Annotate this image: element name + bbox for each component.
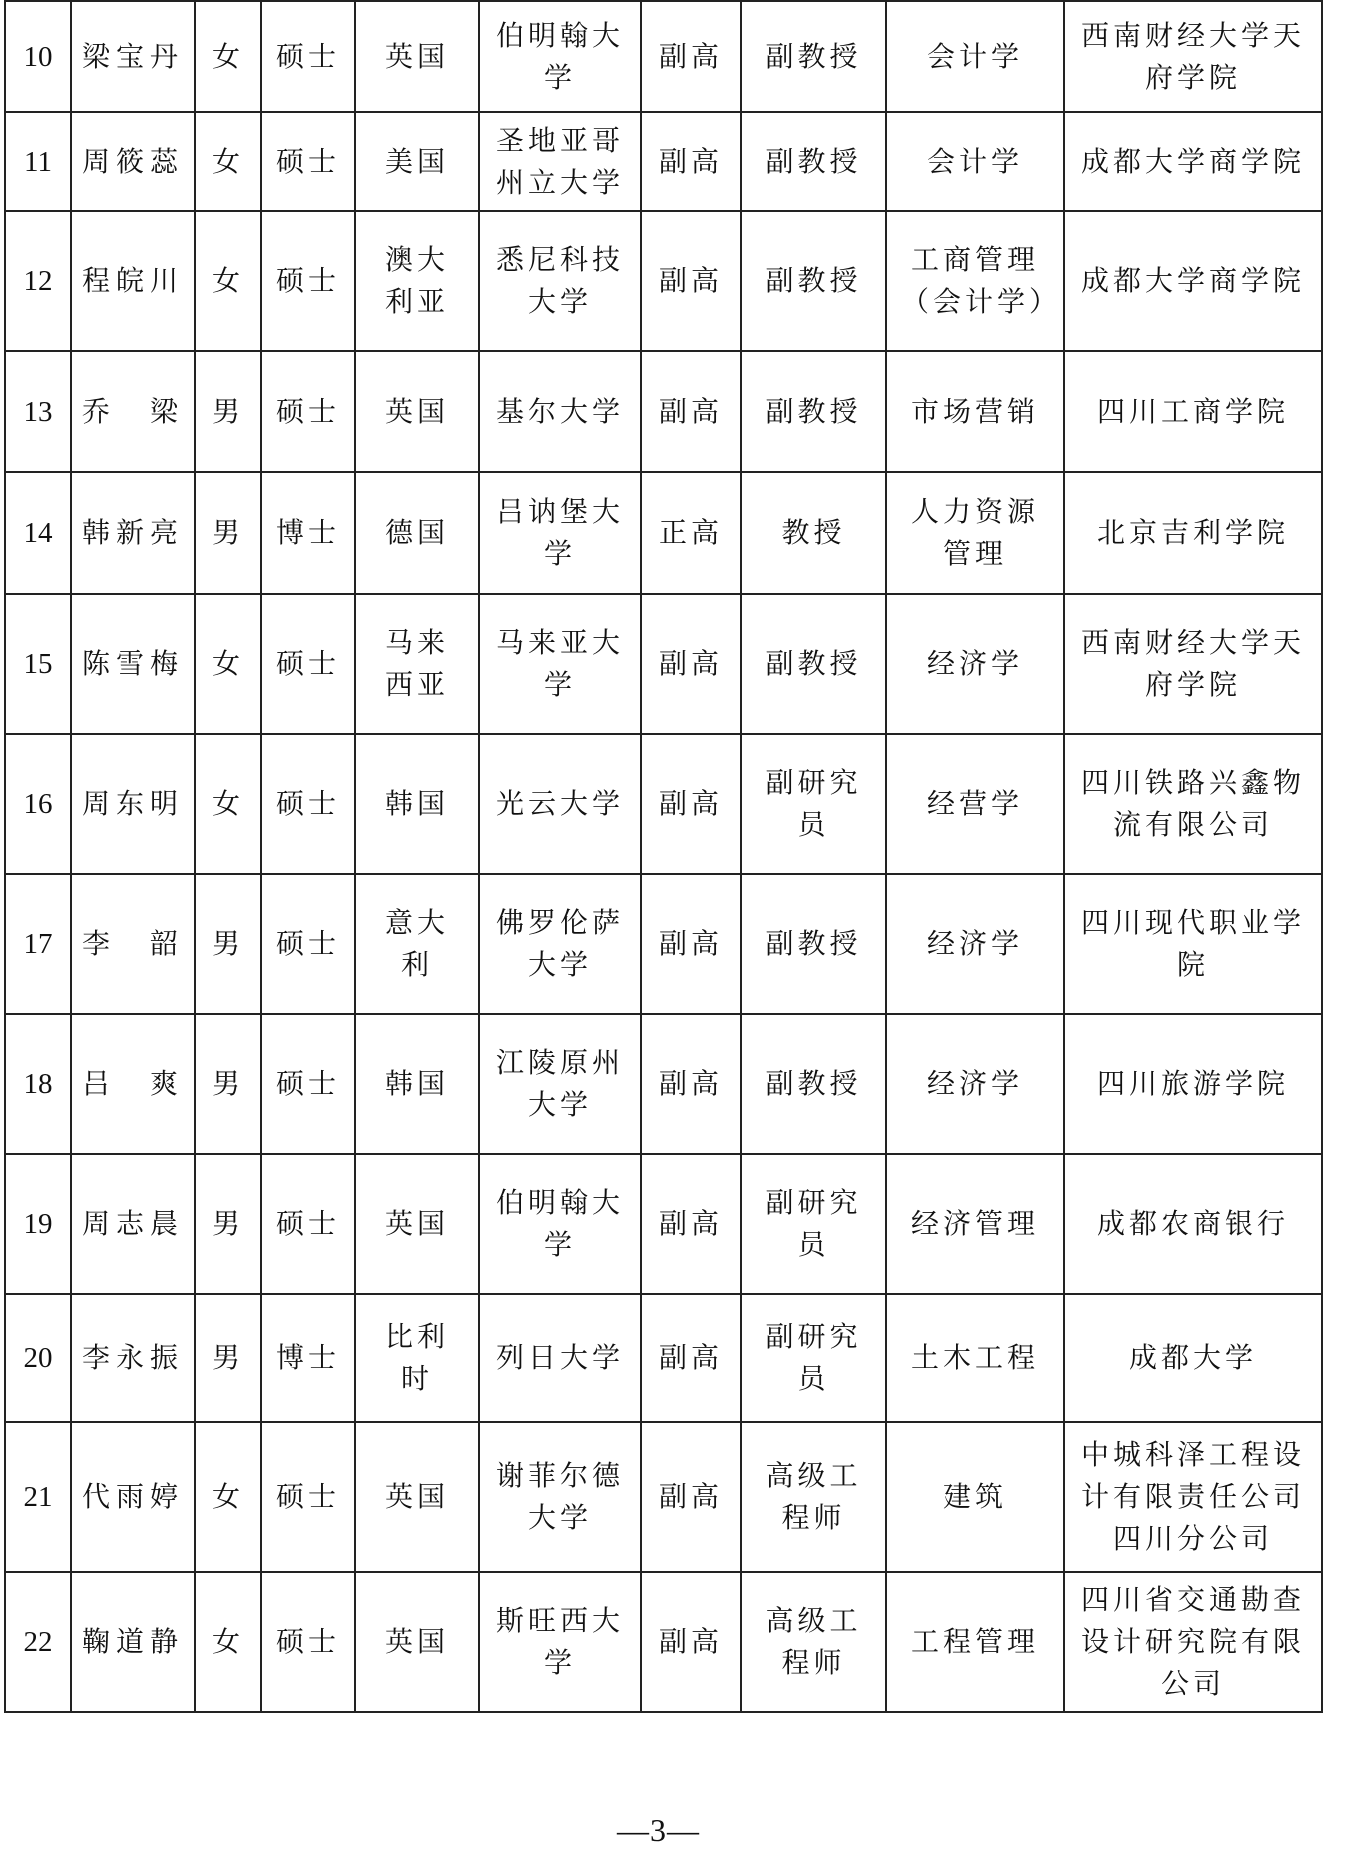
cell-number: 15 xyxy=(5,594,71,734)
cell-degree: 硕士 xyxy=(261,1154,355,1294)
cell-degree: 硕士 xyxy=(261,874,355,1014)
table-row xyxy=(5,211,1322,351)
cell-school: 伯明翰大学 xyxy=(479,1154,641,1294)
cell-school: 江陵原州大学 xyxy=(479,1014,641,1154)
cell-gender: 男 xyxy=(195,351,261,472)
cell-name: 代雨婷 xyxy=(71,1422,195,1572)
cell-name: 梁宝丹 xyxy=(71,1,195,112)
cell-title-level: 副高 xyxy=(641,1572,741,1712)
table-row xyxy=(5,1,1322,112)
cell-major: 市场营销 xyxy=(886,351,1064,472)
cell-country: 韩国 xyxy=(355,734,479,874)
cell-major: 经济学 xyxy=(886,1014,1064,1154)
cell-number: 11 xyxy=(5,112,71,211)
cell-country: 美国 xyxy=(355,112,479,211)
cell-professional-title: 副研究员 xyxy=(741,1294,886,1422)
cell-name: 程皖川 xyxy=(71,211,195,351)
cell-number: 19 xyxy=(5,1154,71,1294)
cell-name: 李永振 xyxy=(71,1294,195,1422)
cell-country: 英国 xyxy=(355,351,479,472)
cell-number: 13 xyxy=(5,351,71,472)
cell-country: 澳大利亚 xyxy=(355,211,479,351)
cell-country: 德国 xyxy=(355,472,479,594)
table-row xyxy=(5,874,1322,1014)
cell-title-level: 副高 xyxy=(641,874,741,1014)
cell-country: 韩国 xyxy=(355,1014,479,1154)
table-row xyxy=(5,1014,1322,1154)
cell-name: 韩新亮 xyxy=(71,472,195,594)
cell-gender: 男 xyxy=(195,1294,261,1422)
cell-employer: 成都农商银行 xyxy=(1064,1154,1322,1294)
cell-name: 李 韶 xyxy=(71,874,195,1014)
cell-number: 18 xyxy=(5,1014,71,1154)
cell-title-level: 副高 xyxy=(641,1154,741,1294)
cell-professional-title: 副教授 xyxy=(741,211,886,351)
cell-major: 会计学 xyxy=(886,1,1064,112)
table-row xyxy=(5,112,1322,211)
cell-name: 鞠道静 xyxy=(71,1572,195,1712)
cell-gender: 女 xyxy=(195,594,261,734)
cell-degree: 硕士 xyxy=(261,1014,355,1154)
cell-gender: 女 xyxy=(195,211,261,351)
cell-name: 周志晨 xyxy=(71,1154,195,1294)
cell-gender: 女 xyxy=(195,1572,261,1712)
cell-gender: 女 xyxy=(195,112,261,211)
cell-degree: 硕士 xyxy=(261,594,355,734)
cell-degree: 硕士 xyxy=(261,1572,355,1712)
cell-professional-title: 高级工程师 xyxy=(741,1422,886,1572)
cell-school: 列日大学 xyxy=(479,1294,641,1422)
cell-employer: 四川工商学院 xyxy=(1064,351,1322,472)
cell-country: 比利时 xyxy=(355,1294,479,1422)
cell-professional-title: 副教授 xyxy=(741,874,886,1014)
cell-professional-title: 副教授 xyxy=(741,1014,886,1154)
cell-major: 经济学 xyxy=(886,874,1064,1014)
cell-school: 伯明翰大学 xyxy=(479,1,641,112)
cell-professional-title: 副研究员 xyxy=(741,1154,886,1294)
cell-degree: 硕士 xyxy=(261,112,355,211)
cell-title-level: 副高 xyxy=(641,594,741,734)
cell-number: 16 xyxy=(5,734,71,874)
cell-degree: 博士 xyxy=(261,1294,355,1422)
cell-degree: 硕士 xyxy=(261,351,355,472)
page-number: —3— xyxy=(617,1812,700,1848)
cell-employer: 四川铁路兴鑫物流有限公司 xyxy=(1064,734,1322,874)
cell-school: 佛罗伦萨大学 xyxy=(479,874,641,1014)
cell-major: 经济管理 xyxy=(886,1154,1064,1294)
table-row xyxy=(5,594,1322,734)
cell-name: 周东明 xyxy=(71,734,195,874)
cell-employer: 成都大学 xyxy=(1064,1294,1322,1422)
cell-country: 英国 xyxy=(355,1422,479,1572)
cell-school: 谢菲尔德大学 xyxy=(479,1422,641,1572)
cell-gender: 男 xyxy=(195,1014,261,1154)
cell-employer: 中城科泽工程设计有限责任公司四川分公司 xyxy=(1064,1422,1322,1572)
cell-degree: 硕士 xyxy=(261,1,355,112)
cell-number: 20 xyxy=(5,1294,71,1422)
table-row xyxy=(5,734,1322,874)
roster-table xyxy=(4,0,1323,1713)
cell-title-level: 副高 xyxy=(641,1422,741,1572)
cell-country: 英国 xyxy=(355,1154,479,1294)
cell-professional-title: 高级工程师 xyxy=(741,1572,886,1712)
cell-number: 22 xyxy=(5,1572,71,1712)
roster-body xyxy=(5,1,1322,1712)
cell-school: 圣地亚哥州立大学 xyxy=(479,112,641,211)
cell-title-level: 副高 xyxy=(641,1014,741,1154)
cell-name: 陈雪梅 xyxy=(71,594,195,734)
cell-country: 英国 xyxy=(355,1572,479,1712)
cell-major: 工商管理（会计学） xyxy=(886,211,1064,351)
cell-title-level: 副高 xyxy=(641,1294,741,1422)
cell-title-level: 副高 xyxy=(641,211,741,351)
cell-country: 意大利 xyxy=(355,874,479,1014)
cell-professional-title: 副教授 xyxy=(741,351,886,472)
cell-degree: 硕士 xyxy=(261,1422,355,1572)
cell-number: 21 xyxy=(5,1422,71,1572)
table-row xyxy=(5,351,1322,472)
cell-major: 建筑 xyxy=(886,1422,1064,1572)
cell-school: 吕讷堡大学 xyxy=(479,472,641,594)
cell-gender: 女 xyxy=(195,1422,261,1572)
cell-number: 14 xyxy=(5,472,71,594)
cell-number: 17 xyxy=(5,874,71,1014)
cell-title-level: 副高 xyxy=(641,734,741,874)
cell-employer: 成都大学商学院 xyxy=(1064,112,1322,211)
cell-degree: 博士 xyxy=(261,472,355,594)
cell-country: 英国 xyxy=(355,1,479,112)
cell-major: 经济学 xyxy=(886,594,1064,734)
cell-professional-title: 副教授 xyxy=(741,594,886,734)
cell-title-level: 副高 xyxy=(641,351,741,472)
table-row xyxy=(5,1572,1322,1712)
cell-professional-title: 教授 xyxy=(741,472,886,594)
cell-school: 悉尼科技大学 xyxy=(479,211,641,351)
cell-employer: 西南财经大学天府学院 xyxy=(1064,594,1322,734)
table-row xyxy=(5,1422,1322,1572)
cell-major: 经营学 xyxy=(886,734,1064,874)
cell-major: 土木工程 xyxy=(886,1294,1064,1422)
table-row xyxy=(5,1154,1322,1294)
cell-gender: 女 xyxy=(195,1,261,112)
cell-gender: 男 xyxy=(195,472,261,594)
cell-number: 10 xyxy=(5,1,71,112)
table-row xyxy=(5,1294,1322,1422)
cell-professional-title: 副研究员 xyxy=(741,734,886,874)
cell-professional-title: 副教授 xyxy=(741,112,886,211)
cell-degree: 硕士 xyxy=(261,734,355,874)
cell-gender: 女 xyxy=(195,734,261,874)
cell-number: 12 xyxy=(5,211,71,351)
cell-professional-title: 副教授 xyxy=(741,1,886,112)
cell-major: 工程管理 xyxy=(886,1572,1064,1712)
cell-gender: 男 xyxy=(195,874,261,1014)
cell-name: 周筱蕊 xyxy=(71,112,195,211)
cell-name: 吕 爽 xyxy=(71,1014,195,1154)
cell-employer: 西南财经大学天府学院 xyxy=(1064,1,1322,112)
cell-major: 会计学 xyxy=(886,112,1064,211)
table-row xyxy=(5,472,1322,594)
cell-gender: 男 xyxy=(195,1154,261,1294)
cell-employer: 四川现代职业学院 xyxy=(1064,874,1322,1014)
cell-school: 马来亚大学 xyxy=(479,594,641,734)
cell-employer: 四川旅游学院 xyxy=(1064,1014,1322,1154)
cell-employer: 四川省交通勘查设计研究院有限公司 xyxy=(1064,1572,1322,1712)
cell-title-level: 正高 xyxy=(641,472,741,594)
cell-school: 基尔大学 xyxy=(479,351,641,472)
cell-degree: 硕士 xyxy=(261,211,355,351)
cell-title-level: 副高 xyxy=(641,1,741,112)
cell-country: 马来西亚 xyxy=(355,594,479,734)
cell-school: 光云大学 xyxy=(479,734,641,874)
cell-employer: 成都大学商学院 xyxy=(1064,211,1322,351)
cell-name: 乔 梁 xyxy=(71,351,195,472)
cell-school: 斯旺西大学 xyxy=(479,1572,641,1712)
cell-employer: 北京吉利学院 xyxy=(1064,472,1322,594)
cell-major: 人力资源管理 xyxy=(886,472,1064,594)
cell-title-level: 副高 xyxy=(641,112,741,211)
